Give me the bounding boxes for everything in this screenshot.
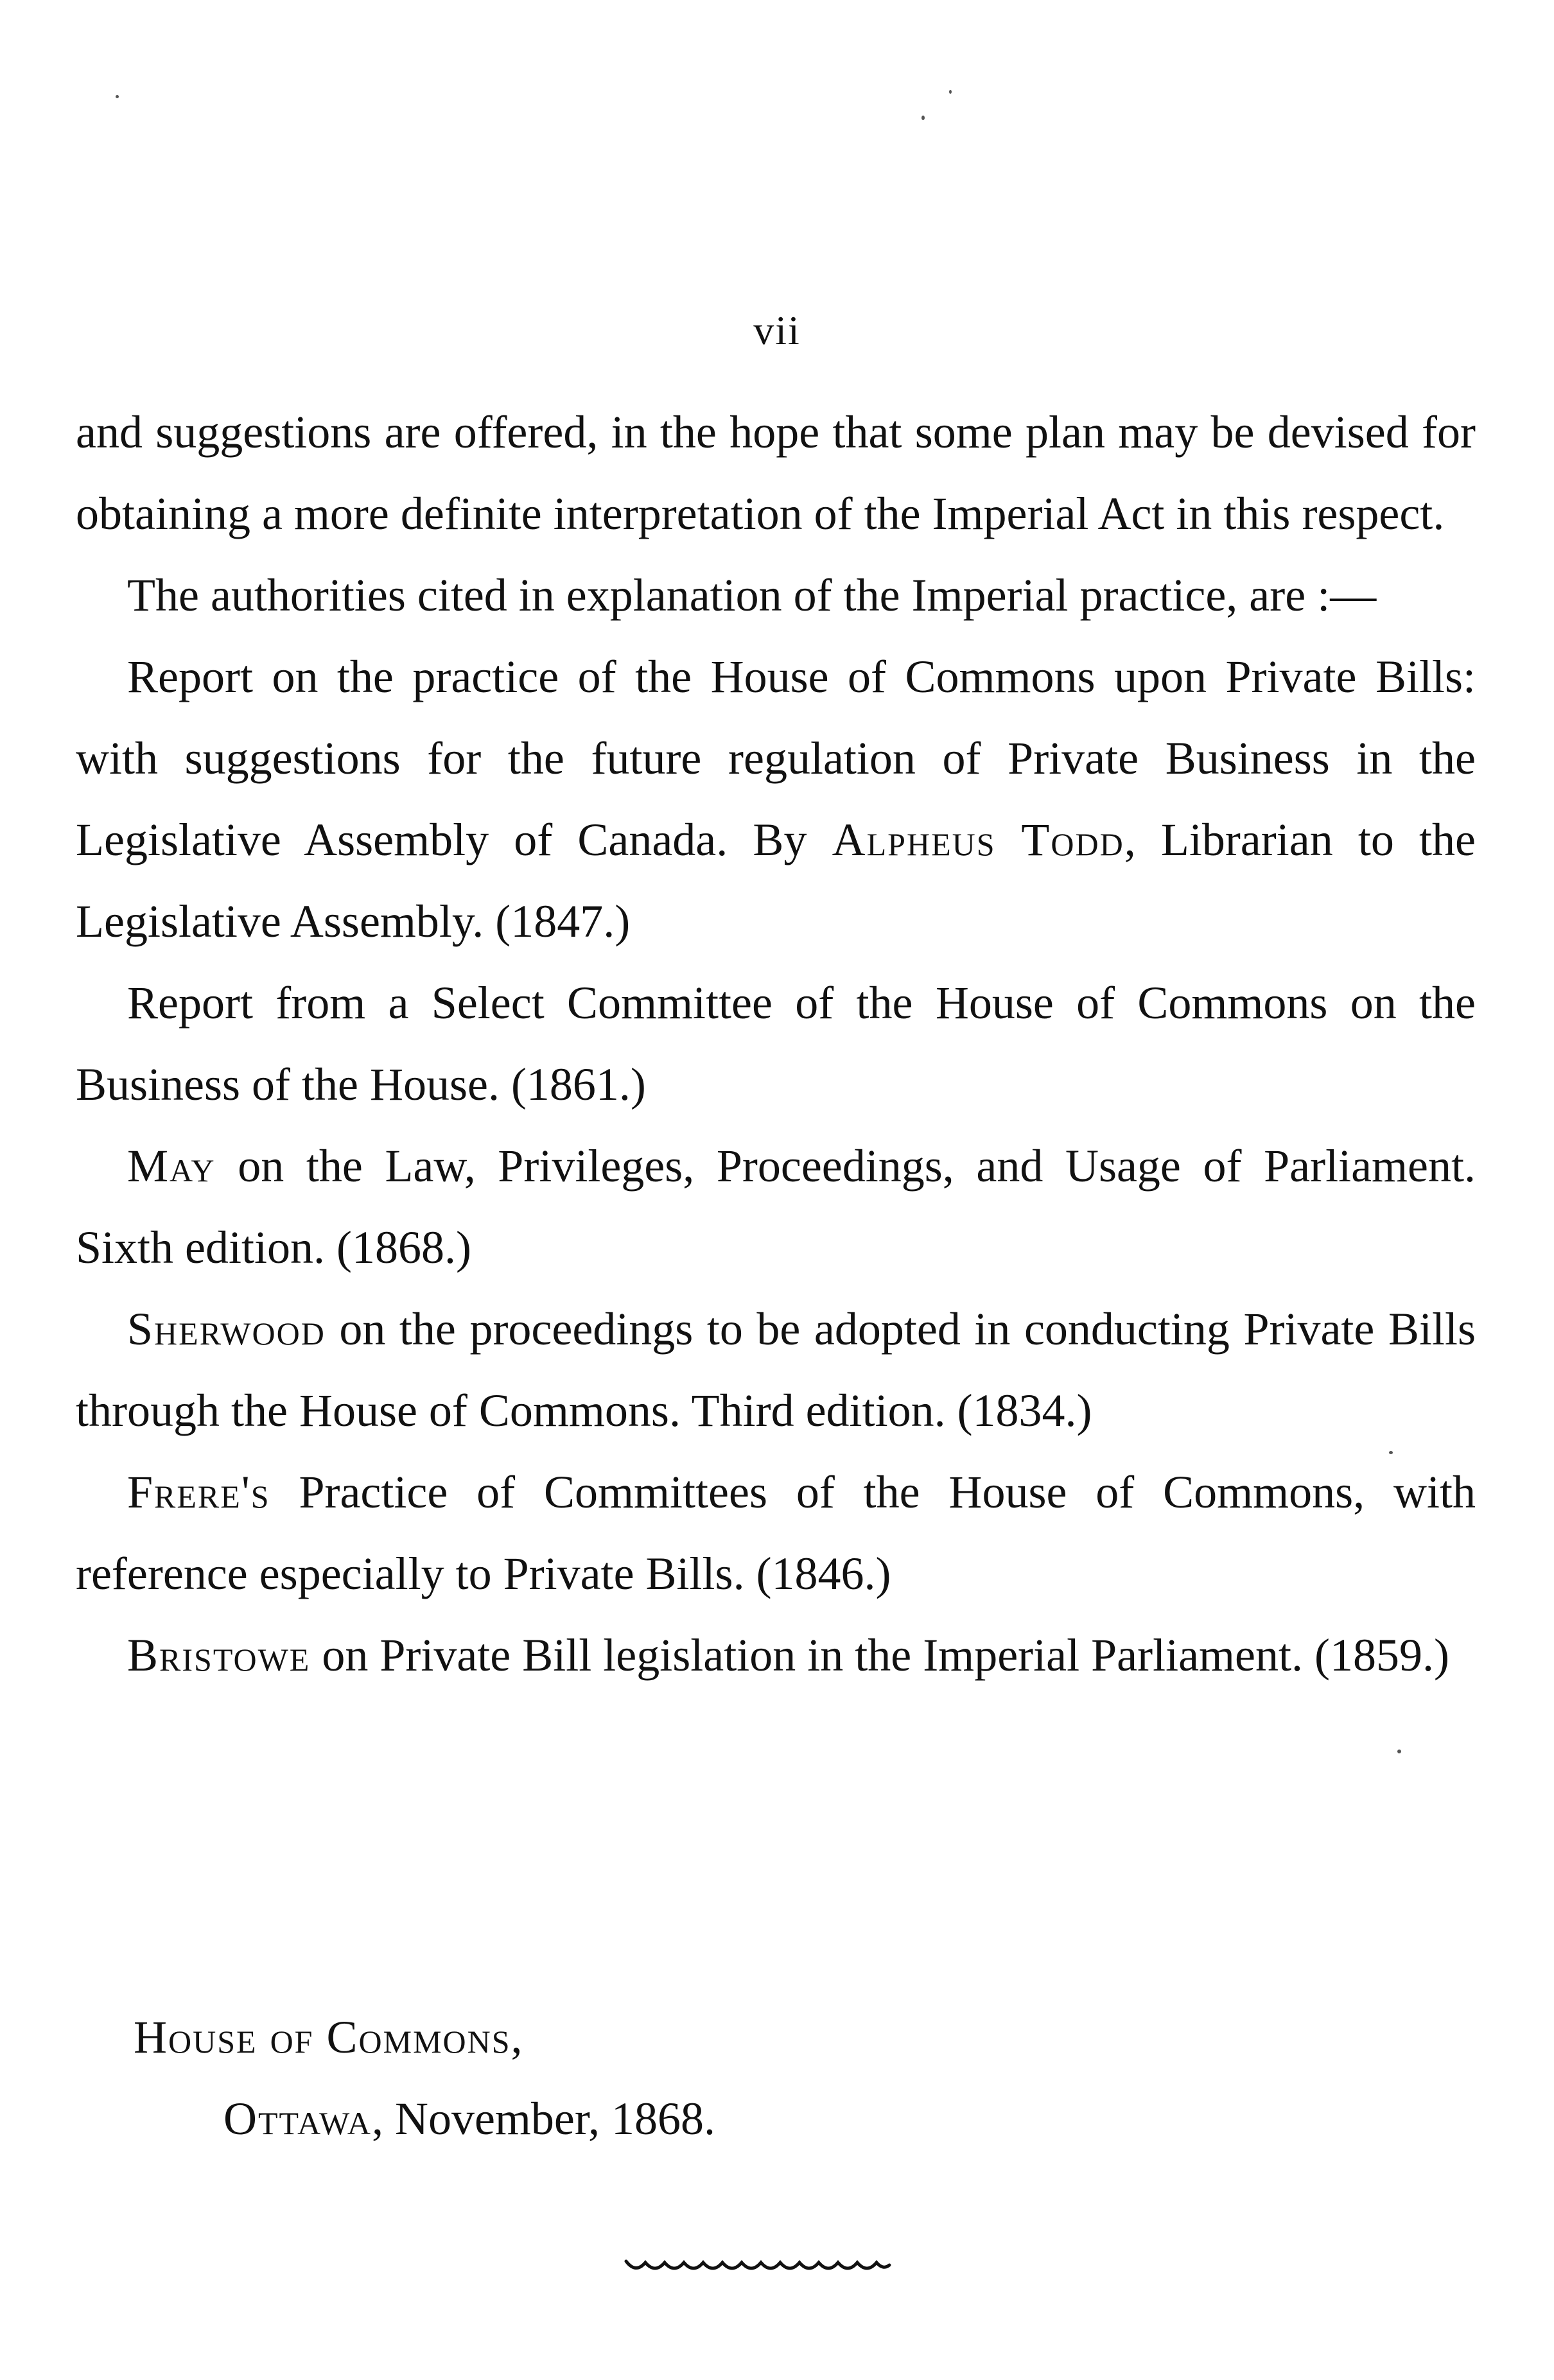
reference-author: Frere's <box>127 1466 270 1518</box>
paragraph-text: and suggestions are offered, in the hope that some plan may be devised for obtaining a more definite interpretation of the Imperial Act in this respect. <box>76 406 1476 539</box>
paragraph-intro <box>76 392 1476 555</box>
page-body <box>76 392 1476 1696</box>
reference-sherwood <box>76 1289 1476 1452</box>
reference-todd <box>76 636 1476 962</box>
signature-place-date <box>223 2078 715 2160</box>
reference-select-committee <box>76 962 1476 1125</box>
reference-text-after: on the Law, Privileges, Proceedings, and Usage of Parliament. Sixth edition. (1868.) <box>76 1140 1476 1273</box>
reference-text-after: on the proceedings to be adopted in conducting Private Bills through the House of Commons. Third edition. (1834.) <box>76 1303 1476 1436</box>
tail-ornament-icon <box>623 2254 893 2279</box>
reference-text: Report from a Select Committee of the House of Commons on the Business of the House. (1861.) <box>76 977 1476 1110</box>
paragraph-authorities <box>76 555 1476 636</box>
reference-author: Alpheus Todd <box>832 814 1124 865</box>
page-number: vii <box>753 308 801 353</box>
reference-bristowe <box>76 1615 1476 1696</box>
reference-frere <box>76 1452 1476 1615</box>
print-speck <box>116 95 119 98</box>
print-speck <box>949 90 952 94</box>
signature-institution: House of Commons, <box>134 2011 524 2063</box>
signature-date: , November, 1868. <box>371 2093 715 2144</box>
reference-author: Bristowe <box>127 1629 311 1681</box>
reference-author: Sherwood <box>127 1303 326 1355</box>
print-speck <box>1389 1451 1393 1454</box>
signature-place: Ottawa <box>223 2093 372 2144</box>
reference-author: May <box>127 1140 216 1192</box>
reference-text: Report on the practice of the House of Commons upon Private Bills: with suggestions for the future regulation of Private Business in the Legislative Assembly of Canada. By <box>76 651 1476 865</box>
paragraph-text: The authorities cited in explanation of the Imperial practice, are :— <box>127 569 1377 621</box>
reference-text-after: Practice of Committees of the House of Commons, with reference especially to Private Bills. (1846.) <box>76 1466 1476 1599</box>
print-speck <box>1397 1750 1401 1753</box>
print-speck <box>921 116 925 120</box>
reference-text-after: , Librarian to the Legislative Assembly. (1847.) <box>76 814 1476 947</box>
reference-may <box>76 1125 1476 1289</box>
reference-text-after: on Private Bill legislation in the Imperial Parliament. (1859.) <box>310 1629 1449 1681</box>
